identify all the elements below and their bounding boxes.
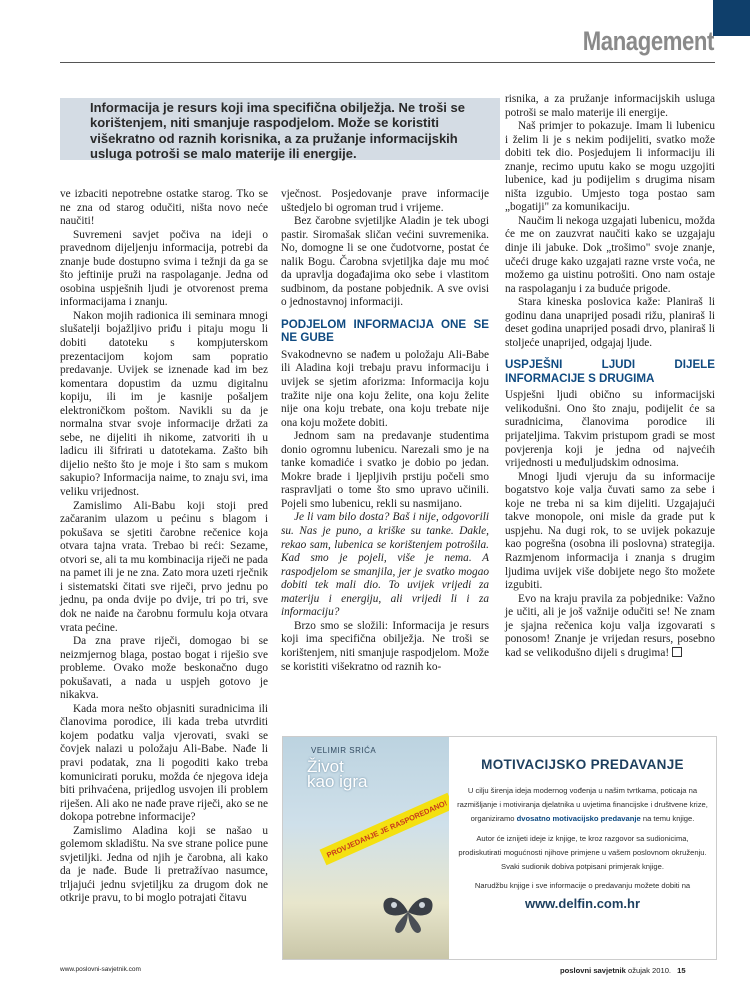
paragraph: Suvremeni savjet počiva na ideji o pravednom dijeljenju informacija, potrebi da znanje bude dostupno svima i težnji da ga se što jeftinije pruži na raspolaganje. Jedna od osobina uspješnih ljudi je otvorenost prema informacijama i znanju. bbox=[60, 228, 268, 309]
paragraph: Brzo smo se složili: Informacija je resurs koji ima specifična obilježja. Ne troši se korištenjem, niti smanjuje raspodjelom. Može se koristiti višekratno od raznih ko- bbox=[281, 619, 489, 673]
ad-paragraph-1 bbox=[457, 784, 708, 826]
book-banner: PROVJEDANJE JE RASPOREDANO! bbox=[320, 793, 449, 865]
column-2 bbox=[281, 188, 489, 674]
paragraph: Je li vam bilo dosta? Baš i nije, odgovorili su. Nas je puno, a kriške su tanke. Dakle, rekao sam, lubenica se korištenjem potrošila. Kad smo je pojeli, više je nema. A raspodjelom se smanjila, jer je svatko mogao dobiti tek mali dio. To uvijek vrijedi za materiju i energiju, ali vrijedi li i za informaciju? bbox=[281, 511, 489, 619]
ad-paragraph-3: Narudžbu knjige i sve informacije o predavanju možete dobiti na bbox=[474, 881, 691, 890]
section-title: Management bbox=[582, 26, 714, 56]
paragraph: Evo na kraju pravila za pobjednike: Važno je učiti, ali je još važnije odučiti se! Ne znam je sjajna rečenica koju valja izgovarati s ponosom! Znanje je vrijedan resurs, posebno kad se velikodušno dijeli s drugima! bbox=[505, 592, 715, 659]
page-number: 15 bbox=[677, 966, 686, 975]
corner-tab bbox=[713, 0, 750, 36]
subheading: USPJEŠNI LJUDI DIJELE INFORMACIJE S DRUGIMA bbox=[505, 358, 715, 385]
paragraph: ve izbaciti nepotrebne ostatke starog. Tko se ne zna od starog odučiti, ništa novo neće naučiti! bbox=[60, 188, 268, 228]
paragraph: Stara kineska poslovica kaže: Planiraš li godinu dana unaprijed posadi rižu, planiraš li deset godina unaprijed posadi drvo, planiraš li stoljeće unaprijed, odgajaj ljude. bbox=[505, 296, 715, 349]
book-title-line-1: Život bbox=[307, 757, 344, 776]
header-rule bbox=[60, 62, 715, 63]
paragraph: Da zna prave riječi, domogao bi se neizmjernog blaga, postao bogat i riješio sve probleme. Ovako može beskonačno dugo pokušavati, a nada u uspjeh gotovo je nikakva. bbox=[60, 635, 268, 702]
footer-website[interactable]: www.poslovni-savjetnik.com bbox=[60, 966, 141, 973]
paragraph: Kada mora nešto objasniti suradnicima ili članovima porodice, ili kada treba utvrditi kojem podatku valja vjerovati, svaki se čovjek nalazi u položaju Ali-Babe. Nađe li pravi podatak, zna li pogoditi kako treba komunicirati poruku, možda će njegova ideja biti prihvaćena, prijedlog usvojen ili problem riješen. Ali ako ne nađe prave riječi, ako se ne dokopa potrebne informacije? bbox=[60, 702, 268, 824]
paragraph: Nakon mojih radionica ili seminara mnogi slušatelji bojažljivo priđu i pitaju mogu li dobiti datoteku s kompjuterskom prezentacijom kojom sam popratio predavanje. Uvijek se iznenade kad im bez komentara dopustim da uzmu digitalnu kopiju, ili im je kasnije pošaljem elektroničkom poštom. Navikli su da je normalna stvar svoje informacije držati za sebe, ne dijeliti ih nikome, zatvoriti ih u ladicu ili šifrirati u datotekama. Zašto bih dijelio nešto što je moje i što sam s mukom sakupio? Informacija naime, to znaju svi, ima veliku vrijednost. bbox=[60, 309, 268, 499]
book-title-line-2: kao igra bbox=[307, 772, 368, 791]
paragraph: Bez čarobne svjetiljke Aladin je tek ubogi pastir. Siromašak sličan većini suvremenika. No, domogne li se one čudotvorne, postat će nalik Bogu. Čarobna svjetiljka daje mu moć da upravlja događajima oko sebe i vlastitom sudbinom, da postane pobjednik. A sve ovisi o jednostavnoj informaciji. bbox=[281, 215, 489, 309]
paragraph: Jednom sam na predavanje studentima donio ogromnu lubenicu. Narezali smo je na tanke komadiće i svatko je dobio po jedan. Mokre brade i ljepljivih prstiju počeli smo raspravljati o tome što smo upravo učinili. Pojeli smo lubenicu, rekli su nasmijano. bbox=[281, 430, 489, 510]
advertisement bbox=[282, 736, 717, 960]
paragraph: risnika, a za pružanje informacijskih usluga potroši se malo materije ili energije. bbox=[505, 93, 715, 119]
paragraph: Naš primjer to pokazuje. Imam li lubenicu i želim li je s nekim podijeliti, svatko može dobiti tek dio. Posjedujem li informaciju ili znanje, recimo uputu kako se mogu uzgojiti lubenice, kad ju podijelim s drugima nisam ništa izgubio. Umjesto toga postao sam „bogatiji" za komunikaciju. bbox=[505, 120, 715, 214]
book-title bbox=[307, 759, 367, 789]
footer-publication: poslovni savjetnik bbox=[560, 966, 626, 975]
paragraph: vječnost. Posjedovanje prave informacije uštedjelo bi ogroman trud i vrijeme. bbox=[281, 188, 489, 214]
paragraph: Svakodnevno se nađem u položaju Ali-Babe ili Aladina koji trebaju pravu informaciju i uvijek se sjetim aforizma: Informacija koju tražite nije ona koju želite, ona koju želite nije ona koju trebate, ona koju trebate nije ona koju možete dobiti. bbox=[281, 348, 489, 429]
lead-text: Informacija je resurs koji ima specifična obilježja. Ne troši se korištenjem, niti smanjuje raspodjelom. Može se koristiti višekratno od raznih korisnika, a za pružanje informacijskih usluga potroši se malo materije ili energije. bbox=[90, 100, 465, 162]
book-cover bbox=[283, 737, 449, 959]
footer-date: ožujak 2010. bbox=[627, 966, 672, 975]
ad-p1-start: U cilju širenja ideja modernog vođenja u našim tvrtkama, poticaja na razmišljanje i motiviranja djelatnika u uvjetima financijske i društvene krize, organiziramo bbox=[457, 786, 708, 823]
book-author: VELIMIR SRIĆA bbox=[311, 746, 377, 755]
lead-box bbox=[60, 98, 500, 160]
ad-p1-emphasis: dvosatno motivacijsko predavanje bbox=[516, 814, 641, 823]
ad-heading: MOTIVACIJSKO PREDAVANJE bbox=[481, 757, 684, 772]
paragraph: Uspješni ljudi obično su informacijski velikodušni. Ono što znaju, podijelit će sa suradnicima, članovima porodice ili prijateljima. Takvim pristupom gradi se most povjerenja koji je jedna od najvećih vrijednosti u međuljudskim odnosima. bbox=[505, 389, 715, 470]
ad-text bbox=[449, 737, 716, 911]
paragraph: Zamislimo Ali-Babu koji stoji pred začaranim ulazom u pećinu s blagom i pokušava se sjetiti čarobne rečenice koja otvara tajna vrata. Trebao bi reći: Sezame, otvori se, ali ta mu kombinacija riječi ne pada na pamet ili je ne zna. Zato mora uzeti rječnik i sistematski čitati sve riječi, prvo jednu po jednu, pa onda dvije po dvije, tri po tri, sve dok ne naiđe na čarobnu formulu koja otvara vrata pećine. bbox=[60, 499, 268, 634]
footer-info bbox=[560, 966, 686, 975]
subheading: PODJELOM INFORMACIJA ONE SE NE GUBE bbox=[281, 317, 489, 345]
ad-url-link[interactable]: www.delfin.com.hr bbox=[524, 896, 641, 911]
paragraph: Naučim li nekoga uzgajati lubenicu, možda će me on zauzvrat naučiti kako se uzgajaju dinje ili jabuke. Dok „trošimo" svoje znanje, učeći druge kako uzgajati razne vrste voća, ne možemo ga uistinu potrošiti. Ono nam ostaje na raspolaganju i za buduće prigode. bbox=[505, 214, 715, 295]
paragraph: Mnogi ljudi vjeruju da su informacije bogatstvo koje valja čuvati samo za sebe i koje ne treba ni sa kim dijeliti. Uzgajajući takve monopole, oni misle da grade put k uspjehu. Na dugi rok, to se uvijek pokazuje kao pogrešna (osobna ili poslovna) strategija. Razmjenom informacija i znanja s drugim ljudima uvijek više dobijete nego što možete izgubiti. bbox=[505, 470, 715, 592]
column-3 bbox=[505, 93, 715, 660]
butterfly-icon bbox=[378, 887, 438, 937]
ad-p1-end: na temu knjige. bbox=[640, 814, 695, 823]
ad-paragraph-2: Autor će iznijeti ideje iz knjige, te kroz razgovor sa sudionicima, prodiskutirati mogućnosti njihove primjene u vašem poslovnom okruženju. Svaki sudionik dobiva potpisani primjerak knjige. bbox=[458, 834, 707, 871]
end-mark-icon bbox=[672, 647, 682, 657]
paragraph: Zamislimo Aladina koji se našao u golemom skladištu. Na sve strane police pune svjetiljki. Jedna od njih je čarobna, ali kako da je nađe. Bude li pretražívao nasumce, trljajući jednu svjetiljku za drugom dok ne otkrije pravu, to bi moglo potrajati čitavu bbox=[60, 824, 268, 905]
column-1 bbox=[60, 188, 268, 906]
